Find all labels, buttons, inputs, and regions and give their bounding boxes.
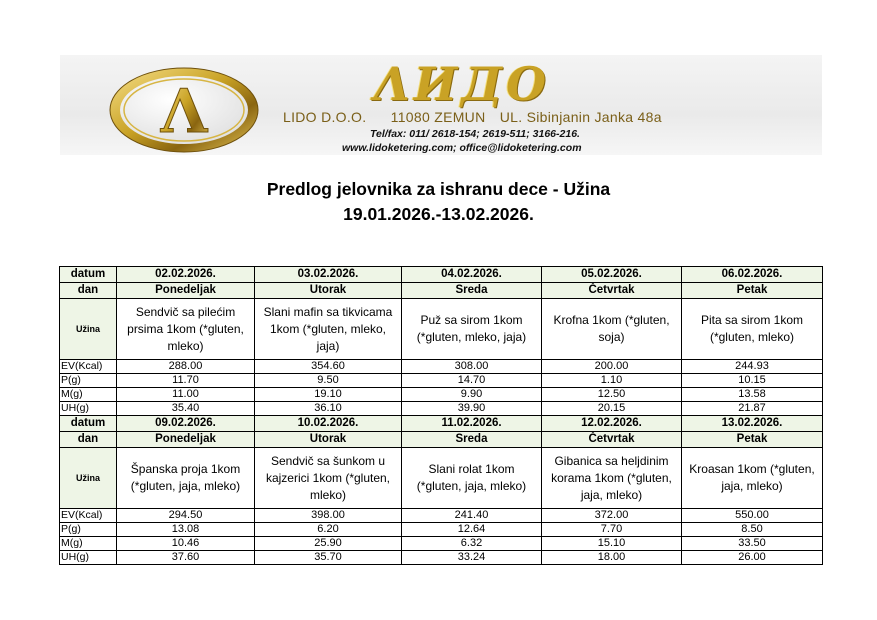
row-label-dan: dan: [60, 432, 117, 448]
meal-cell: Slani rolat 1kom (*gluten, jaja, mleko): [402, 448, 542, 509]
meal-cell: Sendvič sa šunkom u kajzerici 1kom (*gluten, mleko): [255, 448, 402, 509]
company-city: 11080 ZEMUN: [390, 109, 486, 125]
m-cell: 33.50: [682, 537, 823, 551]
date-cell: 12.02.2026.: [542, 416, 682, 432]
date-cell: 11.02.2026.: [402, 416, 542, 432]
day-cell: Petak: [682, 432, 823, 448]
row-label-ev: EV(Kcal): [60, 360, 117, 374]
week1-p-row: [60, 374, 823, 388]
day-cell: Četvrtak: [542, 283, 682, 299]
meal-cell: Kroasan 1kom (*gluten, jaja, mleko): [682, 448, 823, 509]
week1-ev-row: [60, 360, 823, 374]
meal-cell: Krofna 1kom (*gluten, soja): [542, 299, 682, 360]
menu-table: [59, 266, 823, 565]
meal-cell: Sendvič sa pilećim prsima 1kom (*gluten, mleko): [117, 299, 255, 360]
p-cell: 8.50: [682, 523, 823, 537]
m-cell: 9.90: [402, 388, 542, 402]
day-cell: Sreda: [402, 283, 542, 299]
day-cell: Utorak: [255, 432, 402, 448]
row-label-m: M(g): [60, 537, 117, 551]
row-label-uzina: Užina: [60, 299, 117, 360]
m-cell: 11.00: [117, 388, 255, 402]
uh-cell: 33.24: [402, 551, 542, 565]
meal-cell: Slani mafin sa tikvicama 1kom (*gluten, mleko, jaja): [255, 299, 402, 360]
p-cell: 9.50: [255, 374, 402, 388]
m-cell: 6.32: [402, 537, 542, 551]
company-street: UL. Sibinjanin Janka 48a: [499, 109, 662, 125]
date-cell: 13.02.2026.: [682, 416, 823, 432]
day-cell: Utorak: [255, 283, 402, 299]
date-cell: 02.02.2026.: [117, 267, 255, 283]
m-cell: 13.58: [682, 388, 823, 402]
uh-cell: 20.15: [542, 402, 682, 416]
m-cell: 25.90: [255, 537, 402, 551]
uh-cell: 26.00: [682, 551, 823, 565]
ev-cell: 294.50: [117, 509, 255, 523]
p-cell: 11.70: [117, 374, 255, 388]
week2-date-row: [60, 416, 823, 432]
date-cell: 10.02.2026.: [255, 416, 402, 432]
date-cell: 04.02.2026.: [402, 267, 542, 283]
uh-cell: 21.87: [682, 402, 823, 416]
page-title: Predlog jelovnika za ishranu dece - Užina: [266, 179, 611, 199]
row-label-p: P(g): [60, 374, 117, 388]
m-cell: 19.10: [255, 388, 402, 402]
ev-cell: 354.60: [255, 360, 402, 374]
p-cell: 14.70: [402, 374, 542, 388]
meal-cell: Gibanica sa heljdinim korama 1kom (*gluten, jaja, mleko): [542, 448, 682, 509]
p-cell: 13.08: [117, 523, 255, 537]
meal-cell: Puž sa sirom 1kom (*gluten, mleko, jaja): [402, 299, 542, 360]
row-label-dan: dan: [60, 283, 117, 299]
page-date-range: 19.01.2026.-13.02.2026.: [343, 204, 534, 224]
week2-day-row: [60, 432, 823, 448]
p-cell: 1.10: [542, 374, 682, 388]
row-label-uh: UH(g): [60, 402, 117, 416]
p-cell: 6.20: [255, 523, 402, 537]
meal-cell: Španska proja 1kom (*gluten, jaja, mleko): [117, 448, 255, 509]
day-cell: Ponedeljak: [117, 283, 255, 299]
week2-uh-row: [60, 551, 823, 565]
week1-uh-row: [60, 402, 823, 416]
letterhead: [60, 55, 822, 155]
p-cell: 7.70: [542, 523, 682, 537]
ev-cell: 372.00: [542, 509, 682, 523]
week1-m-row: [60, 388, 823, 402]
p-cell: 12.64: [402, 523, 542, 537]
date-cell: 05.02.2026.: [542, 267, 682, 283]
row-label-uzina: Užina: [60, 448, 117, 509]
company-web: www.lidoketering.com; office@lidoketering.com: [342, 142, 582, 154]
company-address: [283, 109, 662, 125]
day-cell: Petak: [682, 283, 823, 299]
uh-cell: 35.40: [117, 402, 255, 416]
date-cell: 09.02.2026.: [117, 416, 255, 432]
row-label-datum: datum: [60, 267, 117, 283]
day-cell: Četvrtak: [542, 432, 682, 448]
uh-cell: 35.70: [255, 551, 402, 565]
uh-cell: 39.90: [402, 402, 542, 416]
ev-cell: 241.40: [402, 509, 542, 523]
row-label-ev: EV(Kcal): [60, 509, 117, 523]
date-cell: 03.02.2026.: [255, 267, 402, 283]
row-label-datum: datum: [60, 416, 117, 432]
day-cell: Sreda: [402, 432, 542, 448]
svg-text:Λ: Λ: [160, 77, 208, 147]
ev-cell: 200.00: [542, 360, 682, 374]
ev-cell: 308.00: [402, 360, 542, 374]
week1-day-row: [60, 283, 823, 299]
meal-cell: Pita sa sirom 1kom (*gluten, mleko): [682, 299, 823, 360]
m-cell: 12.50: [542, 388, 682, 402]
week2-ev-row: [60, 509, 823, 523]
m-cell: 10.46: [117, 537, 255, 551]
date-cell: 06.02.2026.: [682, 267, 823, 283]
company-phone: Tel/fax: 011/ 2618-154; 2619-511; 3166-216.: [370, 128, 580, 140]
day-cell: Ponedeljak: [117, 432, 255, 448]
week1-date-row: [60, 267, 823, 283]
week1-meal-row: [60, 299, 823, 360]
uh-cell: 36.10: [255, 402, 402, 416]
company-name: LIDO D.O.O.: [283, 109, 367, 125]
ev-cell: 398.00: [255, 509, 402, 523]
uh-cell: 37.60: [117, 551, 255, 565]
week2-m-row: [60, 537, 823, 551]
week2-meal-row: [60, 448, 823, 509]
m-cell: 15.10: [542, 537, 682, 551]
brand-name: ΛИДО: [374, 57, 551, 111]
week2-p-row: [60, 523, 823, 537]
p-cell: 10.15: [682, 374, 823, 388]
row-label-uh: UH(g): [60, 551, 117, 565]
row-label-p: P(g): [60, 523, 117, 537]
uh-cell: 18.00: [542, 551, 682, 565]
ev-cell: 244.93: [682, 360, 823, 374]
ev-cell: 550.00: [682, 509, 823, 523]
row-label-m: M(g): [60, 388, 117, 402]
lido-logo-icon: [106, 60, 262, 160]
ev-cell: 288.00: [117, 360, 255, 374]
